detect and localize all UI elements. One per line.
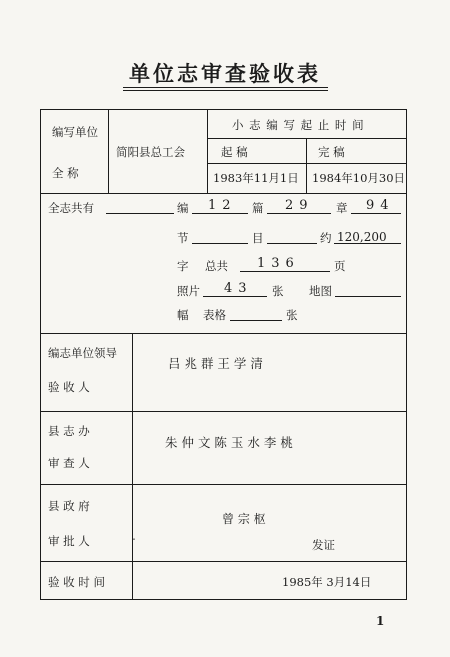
jie-line	[192, 243, 248, 244]
start-label: 起 稿	[221, 145, 248, 159]
time-header-divider	[207, 138, 407, 139]
leader-names: 吕 兆 群 王 学 清	[168, 356, 263, 371]
gov-approver-name: 曾 宗 枢	[222, 512, 266, 526]
zi-label: 字	[177, 259, 189, 273]
biaoge-line	[230, 320, 282, 321]
pian-line	[267, 213, 331, 214]
leader-label-top: 编志单位领导	[48, 346, 117, 360]
stats-blank-line	[106, 213, 174, 214]
office-names: 朱 仲 文 陈 玉 水 李 桃	[165, 435, 293, 450]
gov-mark: -	[132, 534, 136, 545]
bian-line	[192, 213, 248, 214]
ditu-line	[335, 296, 401, 297]
end-date: 1984年10月30日	[312, 171, 406, 185]
pian-label: 篇	[252, 201, 264, 215]
ditu-label: 地图	[309, 284, 332, 298]
zonggong-value: 136	[257, 256, 300, 271]
bian-label: 编	[177, 201, 189, 215]
end-label: 完 稿	[318, 145, 345, 159]
gov-label-bottom: 审 批 人	[48, 534, 90, 548]
zhang-value: 94	[366, 198, 395, 213]
page-title: 单位志审查验收表	[129, 61, 321, 86]
row-divider-5	[40, 561, 407, 562]
zhang-label: 章	[336, 201, 348, 215]
unit-label-divider	[108, 109, 109, 193]
zonggong-label: 总共	[205, 259, 228, 273]
zhaopian-line	[203, 296, 267, 297]
pian-value: 29	[285, 198, 314, 213]
mu-line	[267, 243, 317, 244]
yue-value: 120,200	[337, 230, 387, 244]
fu-label: 幅	[177, 308, 189, 322]
zhaopian-value: 43	[224, 281, 253, 296]
zhang2-label: 张	[272, 284, 284, 298]
leader-label-bottom: 验 收 人	[48, 380, 90, 394]
unit-name: 简阳县总工会	[116, 145, 185, 159]
row-divider-4	[40, 484, 407, 485]
accept-date: 1985年 3月14日	[282, 575, 372, 589]
row-divider-1	[40, 193, 407, 194]
time-column-divider	[306, 138, 307, 193]
office-label-top: 县 志 办	[48, 424, 90, 438]
label-column-divider	[132, 333, 136, 600]
ye-label: 页	[334, 259, 346, 273]
yue-label: 约	[320, 231, 332, 245]
row-divider-2	[40, 333, 407, 334]
accept-label: 验 收 时 间	[48, 575, 105, 589]
time-header: 小 志 编 写 起 止 时 间	[232, 118, 365, 132]
row-divider-3	[40, 411, 407, 412]
zhaopian-label: 照片	[177, 284, 200, 298]
time-section-divider	[207, 109, 208, 193]
jie-label: 节	[177, 231, 189, 245]
mu-label: 目	[252, 231, 264, 245]
page-number: 1	[376, 614, 385, 628]
zhang3-label: 张	[286, 308, 298, 322]
title-underline-1	[123, 87, 328, 88]
time-label-divider	[207, 163, 407, 164]
start-date: 1983年11月1日	[213, 171, 299, 185]
bian-value: 12	[208, 198, 237, 213]
zhang-line	[351, 213, 401, 214]
gov-issue-text: 发证	[312, 538, 335, 552]
gov-label-top: 县 政 府	[48, 499, 90, 513]
office-label-bottom: 审 查 人	[48, 456, 90, 470]
unit-label-top: 编写单位	[52, 125, 98, 139]
title-underline-2	[123, 90, 328, 91]
unit-label-bottom: 全 称	[52, 166, 79, 180]
zonggong-line	[240, 271, 330, 272]
stats-label: 全志共有	[48, 201, 94, 215]
biaoge-label: 表格	[203, 308, 226, 322]
